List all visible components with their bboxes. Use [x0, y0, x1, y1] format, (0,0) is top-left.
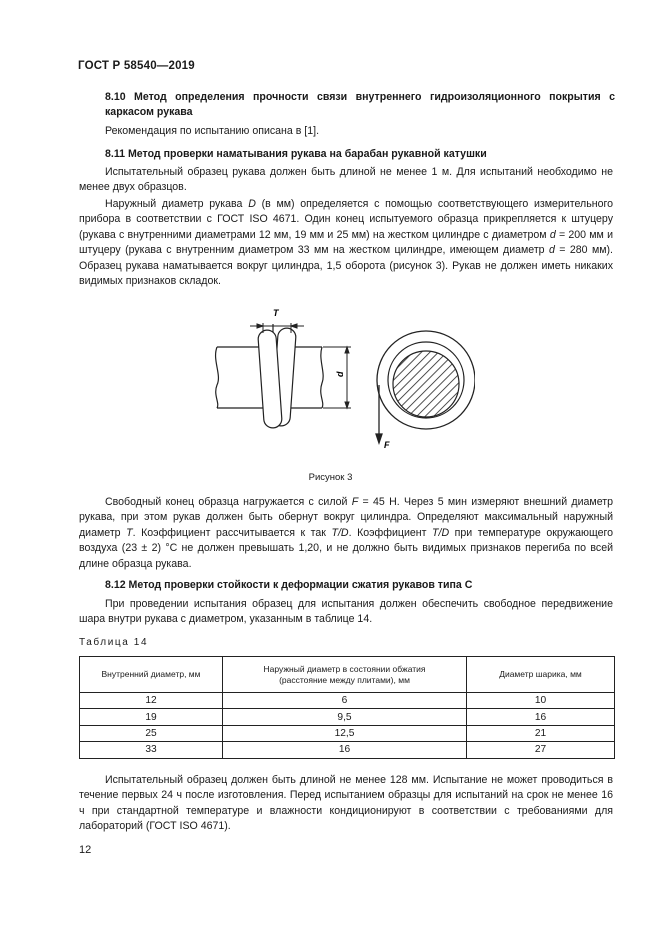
table-14-caption: Таблица 14	[79, 637, 149, 648]
table-row	[80, 725, 615, 741]
standard-header: ГОСТ Р 58540—2019	[78, 60, 195, 72]
cylinder-cross-section	[377, 331, 475, 429]
table-cell: 33	[80, 742, 223, 758]
section-8-12-paragraph-1: При проведении испытания образец для испытания должен обеспечить свободное передвижение шара внутри рукава с диаметром, указанным в таблице 14.	[79, 598, 613, 626]
table-row	[80, 693, 615, 709]
table-cell: 21	[467, 725, 615, 741]
table-cell: 19	[80, 709, 223, 725]
section-8-11-paragraph-2: Наружный диаметр рукава D (в мм) определяется с помощью соответствующего измерительного прибора в соответствии с ГОСТ ISO 4671. Один конец испытуемого образца прикрепляется к штуцеру (рукава с внутренними диаметрами 12 мм, 19 мм и 25 мм) на жестком цилиндре с диаметром d = 200 мм и штуцеру (рукава с внутренним диаметром 33 мм на жестком цилиндре, имеющем диаметр d = 280 мм). Образец рукава наматывается вокруг цилиндра, 1,5 оборота (рисунок 3). Рукав не должен иметь никаких видимых признаков складок.	[79, 198, 614, 288]
label-T: T	[273, 308, 279, 318]
column-header: Наружный диаметр в состоянии обжатия (расстояние между плитами), мм	[223, 657, 467, 693]
table-header-row	[80, 657, 615, 693]
figure-3-caption: Рисунок 3	[308, 472, 353, 483]
closing-paragraph: Испытательный образец должен быть длиной не менее 128 мм. Испытание не может проводиться в течение первых 24 ч после изготовления. Перед испытанием образцы для испытаний на срок не менее 16 ч при стандартной температуре и влажности кондиционируют в соответствии с требованиями для лабораторий (ГОСТ ISO 4671).	[79, 774, 613, 833]
section-8-11-paragraph-1: Испытательный образец рукава должен быть длиной не менее 1 м. Для испытаний необходимо не менее двух образцов.	[79, 166, 613, 194]
section-8-12-title: 8.12 Метод проверки стойкости к деформации сжатия рукавов типа С	[105, 579, 473, 591]
section-8-10-title: 8.10 Метод определения прочности связи внутреннего гидроизоляционного покрытия с каркасом рукава	[105, 91, 615, 119]
hose-windings	[258, 324, 297, 429]
dimension-T	[250, 323, 304, 333]
table-row	[80, 709, 615, 725]
table-cell: 16	[467, 709, 615, 725]
table-cell: 12	[80, 693, 223, 709]
table-cell: 12,5	[223, 725, 467, 741]
label-F: F	[384, 440, 390, 450]
table-14	[79, 656, 615, 759]
table-row	[80, 742, 615, 758]
table-cell: 25	[80, 725, 223, 741]
table-cell: 16	[223, 742, 467, 758]
table-cell: 9,5	[223, 709, 467, 725]
column-header: Внутренний диаметр, мм	[80, 657, 223, 693]
table-cell: 6	[223, 693, 467, 709]
column-header: Диаметр шарика, мм	[467, 657, 615, 693]
section-8-11-paragraph-3: Свободный конец образца нагружается с силой F = 45 Н. Через 5 мин измеряют внешний диаметр рукава, при этом рукав должен быть обернут вокруг цилиндра. Определяют максимальный наружный диаметр T. Коэффициент рассчитывается к так T/D. Коэффициент T/D при температуре окружающего воздуха (23 ± 2) °С не должен превышать 1,20, и не должно быть видимых признаков перегиба по всей длине образца рукава.	[79, 496, 613, 570]
table-cell: 10	[467, 693, 615, 709]
table-cell: 27	[467, 742, 615, 758]
figure-3-hose-winding-diagram	[205, 305, 475, 465]
label-d: d	[335, 371, 345, 377]
page-number: 12	[79, 844, 92, 856]
section-8-10-text: Рекомендация по испытанию описана в [1].	[105, 125, 320, 137]
section-8-11-title: 8.11 Метод проверки наматывания рукава на барабан рукавной катушки	[105, 148, 487, 160]
